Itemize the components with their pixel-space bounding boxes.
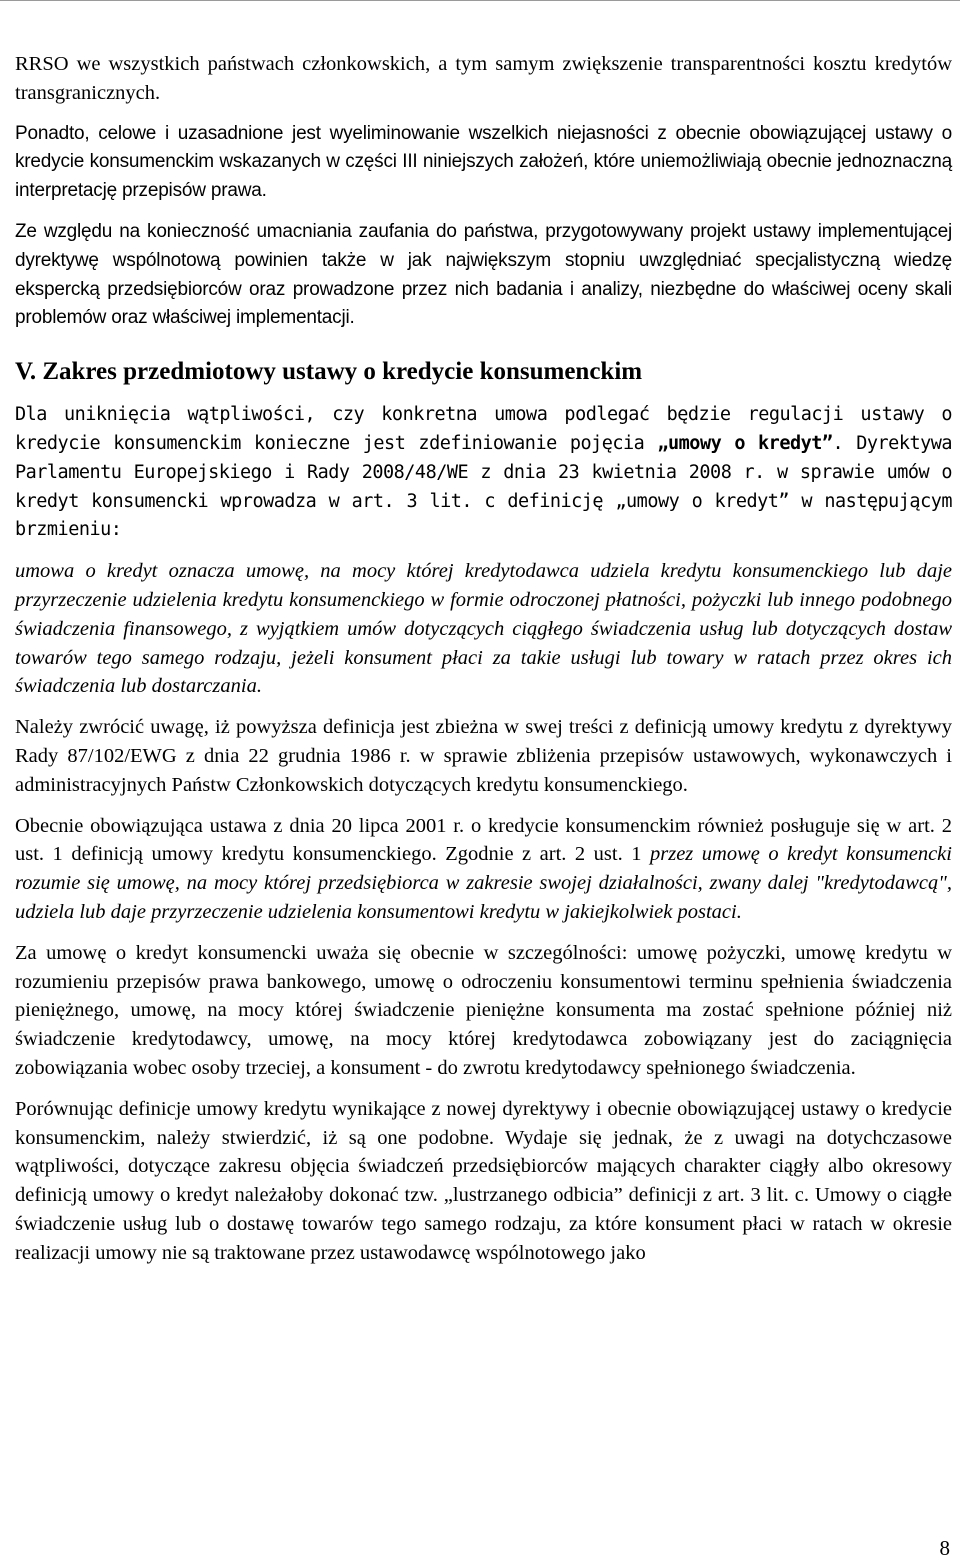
term-umowy-o-kredyt: „umowy o kredyt” — [657, 432, 833, 454]
paragraph-7: Należy zwrócić uwagę, iż powyższa definicja jest zbieżna w swej treści z definicją umowy kredytu z dyrektywy Rady 87/102/EWG z dnia 22 grudnia 1986 r. w sprawie zbliżenia przepisów ustawowych, wykonawczych i administracyjnych Państw Członkowskich dotyczących kredytu konsumenckiego. — [15, 716, 952, 796]
paragraph-4-text: Dla uniknięcia wątpliwości, czy konkretna umowa podlegać będzie regulacji ustawy o kredycie konsumenckim konieczne jest zdefiniowanie pojęcia — [15, 404, 952, 454]
paragraph-8-text: Obecnie obowiązująca ustawa z dnia 20 lipca 2001 r. o kredycie konsumenckim również posługuje się w art. 2 ust. 1 definicją umowy kredytu konsumenckiego. Zgodnie z art. 2 ust. 1 — [15, 814, 952, 866]
page-number: 8 — [939, 1536, 950, 1560]
paragraph-2-part-1: Ponadto, celowe i uzasadnione jest wyeliminowanie wszelkich niejasności z obecnie obowiązującej ustawy o kredycie konsumenckim wskazanych w części III niniejszych — [15, 122, 952, 173]
paragraph-4 — [15, 401, 952, 545]
section-heading: V. Zakres przedmiotowy ustawy o kredycie konsumenckim — [15, 358, 643, 386]
definition-quote: umowa o kredyt oznacza umowę, na mocy której kredytodawca udziela kredytu konsumenckiego lub daje przyrzeczenie udzielenia kredytu konsumenckiego w formie odroczonej płatności, pożyczki lub innego podobnego świadczenia finansowego, z wyjątkiem umów dotyczących ciągłego świadczenia usług lub dotyczących dostaw towarów tego samego rodzaju, jeżeli konsument płaci za takie usługi lub towary w ratach przez okres ich świadczenia lub dostarczania. — [15, 560, 952, 698]
paragraph-1: RRSO we wszystkich państwach członkowskich, a tym samym zwiększenie transparentności kosztu kredytów transgranicznych. — [15, 53, 952, 104]
paragraph-3: Ze względu na konieczność umacniania zaufania do państwa, przygotowywany projekt ustawy implementującej dyrektywę wspólnotową powinien także w jak największym stopniu uwzględniać specjalistyczną wiedzę ekspercką przedsiębiorców oraz prowadzone przez nich badania i analizy, niezbędne do właściwej oceny skali problemów oraz właściwej implementacji. — [15, 220, 952, 329]
top-rule — [0, 0, 960, 1]
paragraph-2-part-2: założeń, które uniemożliwiają obecnie jednoznaczną interpretację przepisów prawa. — [15, 151, 952, 202]
paragraph-8 — [15, 812, 952, 927]
paragraph-8-quote: przez umowę o kredyt konsumencki rozumie się umowę, na mocy której przedsiębiorca w zakresie swojej działalności, zwany dalej "kredytodawcą", udziela lub daje przyrzeczenie udzielenia konsumentowi kredytu w jakiejkolwiek postaci. — [15, 843, 952, 923]
paragraph-2 — [15, 120, 952, 206]
document-page — [15, 50, 952, 1279]
paragraph-5: Dyrektywa Parlamentu Europejskiego i Rady 2008/48/WE z dnia 23 kwietnia 2008 r. w sprawie umów o kredyt konsumencki wprowadza w art. 3 lit. c definicję „umowy o kredyt” w następującym brzmieniu: — [15, 432, 953, 541]
paragraph-4-end: . — [832, 432, 844, 454]
paragraph-10: Porównując definicje umowy kredytu wynikające z nowej dyrektywy i obecnie obowiązującej ustawy o kredycie konsumenckim, należy stwierdzić, iż są one podobne. Wydaje się jednak, że z uwagi na dotychczasowe wątpliwości, dotyczące zakresu objęcia świadczeń przedsiębiorców mających charakter ciągły albo okresowy definicją umowy o kredyt należałoby dokonać tzw. „lustrzanego odbicia” definicji z art. 3 lit. c. Umowy o ciągłe świadczenie usług lub o dostawę towarów tego samego rodzaju, za które konsument płaci w ratach w okresie realizacji umowy nie są traktowane przez ustawodawcę wspólnotowego jako — [15, 1097, 952, 1264]
paragraph-9: Za umowę o kredyt konsumencki uważa się obecnie w szczególności: umowę pożyczki, umowę kredytu w rozumieniu przepisów prawa bankowego, umowę o odroczeniu konsumentowi terminu spełnienia świadczenia pieniężnego, umowę, na mocy której świadczenie pieniężne konsumenta ma zostać spełnione później niż świadczenie kredytodawcy, umowę, na mocy której kredytodawca zobowiązany jest do zaciągnięcia zobowiązania wobec osoby trzeciej, a konsument - do zwrotu kredytodawcy spełnionego świadczenia. — [15, 941, 952, 1079]
